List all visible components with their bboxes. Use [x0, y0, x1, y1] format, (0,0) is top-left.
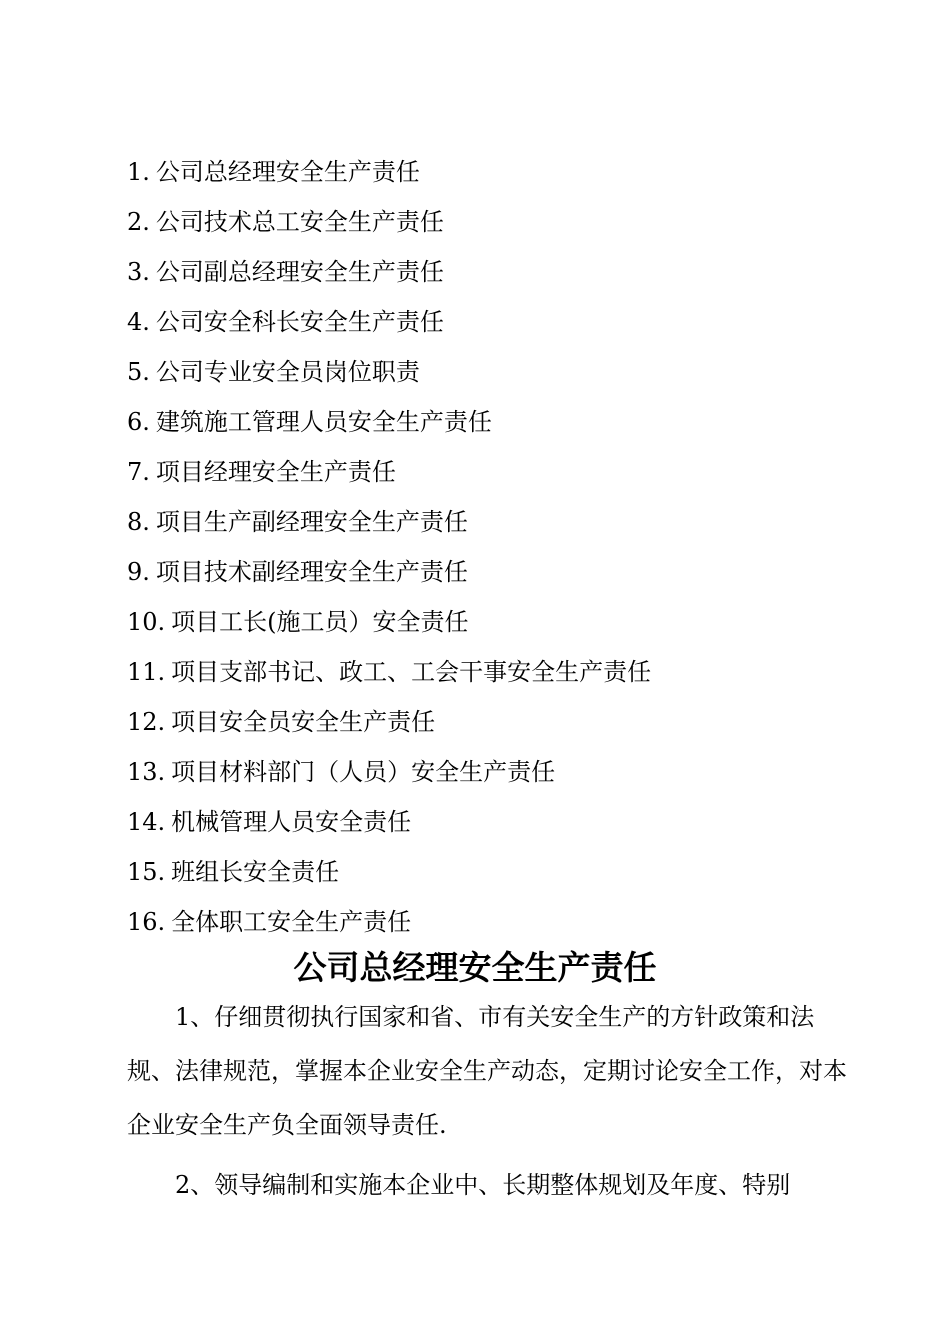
- toc-item: [127, 598, 887, 648]
- toc-item-number: 1.: [127, 158, 150, 186]
- toc-item: [127, 798, 887, 848]
- toc-item-number: 12.: [127, 708, 166, 736]
- toc-item: [127, 198, 887, 248]
- toc-item-text: 建筑施工管理人员安全生产责任: [155, 408, 492, 436]
- toc-item-text: 机械管理人员安全责任: [171, 808, 412, 836]
- toc-item-text: 项目安全员安全生产责任: [171, 708, 436, 736]
- toc-item-number: 2.: [127, 208, 150, 236]
- toc-item: [127, 148, 887, 198]
- toc-item-text: 公司安全科长安全生产责任: [155, 308, 444, 336]
- toc-item-number: 5.: [127, 358, 150, 386]
- toc-item: [127, 248, 887, 298]
- toc-item-text: 项目材料部门（人员）安全生产责任: [171, 758, 556, 786]
- toc-item-number: 8.: [127, 508, 150, 536]
- toc-item-text: 公司技术总工安全生产责任: [155, 208, 444, 236]
- toc-item-text: 项目支部书记、政工、工会干事安全生产责任: [171, 658, 652, 686]
- toc-item: [127, 748, 887, 798]
- toc-item: [127, 498, 887, 548]
- toc-item-number: 4.: [127, 308, 150, 336]
- toc-item-text: 公司副总经理安全生产责任: [155, 258, 444, 286]
- toc-item-number: 14.: [127, 808, 166, 836]
- toc-item-text: 项目经理安全生产责任: [155, 458, 396, 486]
- toc-item: [127, 398, 887, 448]
- toc-item-number: 11.: [127, 658, 166, 686]
- toc-item-text: 公司专业安全员岗位职责: [155, 358, 420, 386]
- toc-item-number: 6.: [127, 408, 150, 436]
- toc-item-text: 全体职工安全生产责任: [171, 908, 412, 936]
- toc-item: [127, 298, 887, 348]
- toc-item: [127, 448, 887, 498]
- section-body: [127, 990, 855, 1218]
- toc-item-number: 13.: [127, 758, 166, 786]
- toc-item-text: 项目技术副经理安全生产责任: [155, 558, 468, 586]
- toc-item: [127, 698, 887, 748]
- toc-item-text: 公司总经理安全生产责任: [155, 158, 420, 186]
- toc-item-text: 班组长安全责任: [171, 858, 340, 886]
- paragraph: 2、领导编制和实施本企业中、长期整体规划及年度、特别: [175, 1171, 791, 1199]
- toc-item-number: 10.: [127, 608, 166, 636]
- toc-item-number: 7.: [127, 458, 150, 486]
- toc-item-number: 3.: [127, 258, 150, 286]
- toc-item: [127, 548, 887, 598]
- toc-item: [127, 348, 887, 398]
- toc-item-number: 15.: [127, 858, 166, 886]
- section-title: 公司总经理安全生产责任: [293, 948, 657, 987]
- paragraph: 1、仔细贯彻执行国家和省、市有关安全生产的方针政策和法规、法律规范，掌握本企业安全生产动态，定期讨论安全工作，对本企业安全生产负全面领导责任.: [127, 1003, 847, 1139]
- table-of-contents: [127, 148, 887, 948]
- toc-item-text: 项目生产副经理安全生产责任: [155, 508, 468, 536]
- toc-item: [127, 648, 887, 698]
- toc-item-text: 项目工长(施工员）安全责任: [171, 608, 469, 636]
- toc-item-number: 16.: [127, 908, 166, 936]
- toc-item: [127, 848, 887, 898]
- toc-item-number: 9.: [127, 558, 150, 586]
